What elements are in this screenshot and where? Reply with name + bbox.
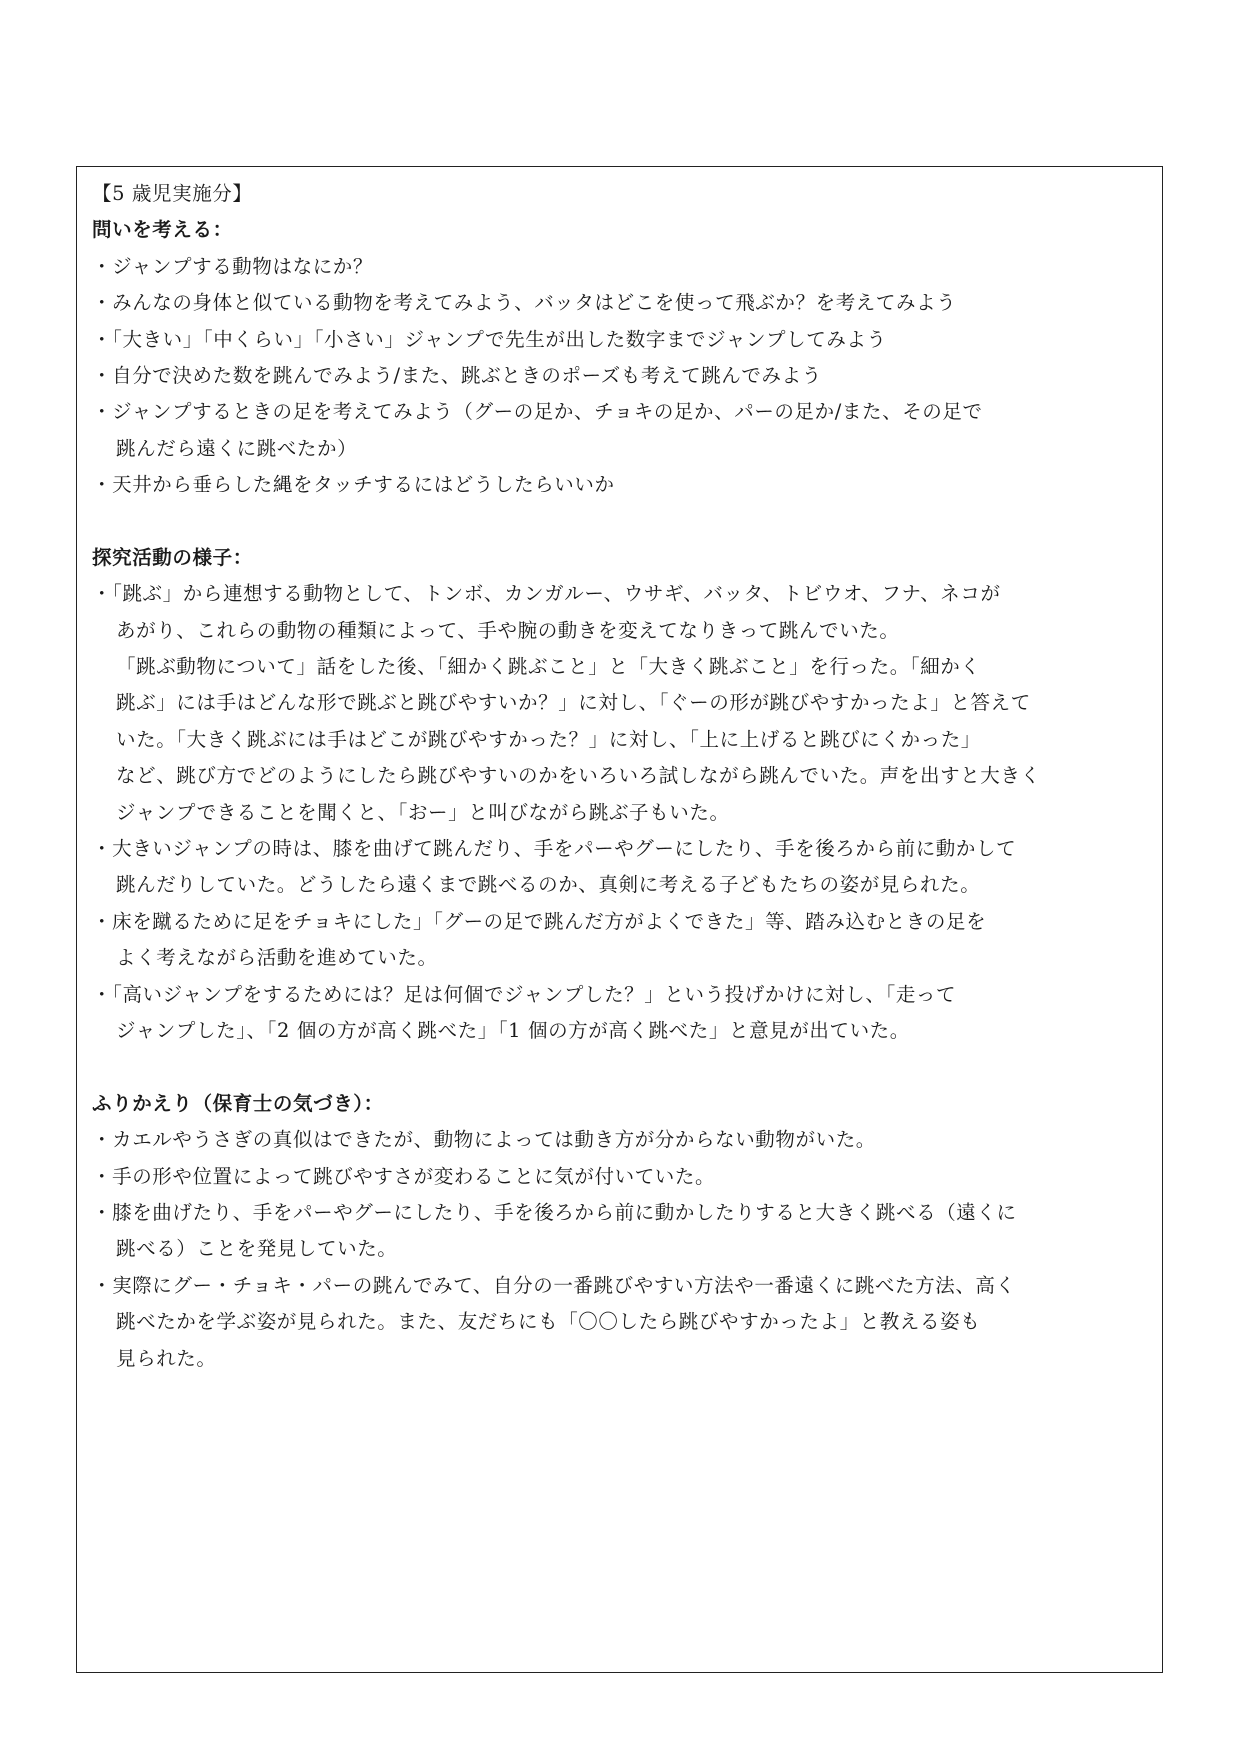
reflection-line: ・膝を曲げたり、手をパーやグーにしたり、手を後ろから前に動かしたりすると大きく跳べる（遠くに bbox=[92, 1200, 1017, 1224]
section-title-reflection: ふりかえり（保育士の気づき）： bbox=[92, 1091, 384, 1115]
section-title-questions: 問いを考える： bbox=[92, 218, 233, 242]
activity-line: ・「高いジャンプをするためには？足は何個でジャンプした？」という投げかけに対し、「走って bbox=[92, 982, 957, 1006]
activity-line: よく考えながら活動を進めていた。 bbox=[116, 946, 438, 970]
activity-line: ・大きいジャンプの時は、膝を曲げて跳んだり、手をパーやグーにしたり、手を後ろから前に動かして bbox=[92, 837, 1017, 861]
question-line: ・ジャンプする動物はなにか？ bbox=[92, 254, 374, 278]
reflection-line: ・実際にグー・チョキ・パーの跳んでみて、自分の一番跳びやすい方法や一番遠くに跳べた方法、高く bbox=[92, 1273, 1016, 1297]
reflection-line: ・手の形や位置によって跳びやすさが変わることに気が付いていた。 bbox=[92, 1164, 716, 1188]
activity-line: 跳んだりしていた。どうしたら遠くまで跳べるのか、真剣に考える子どもたちの姿が見られた。 bbox=[116, 873, 981, 897]
question-line: ・みんなの身体と似ている動物を考えてみよう、バッタはどこを使って飛ぶか？を考えてみよう bbox=[92, 291, 957, 315]
activity-line: あがり、これらの動物の種類によって、手や腕の動きを変えてなりきって跳んでいた。 bbox=[116, 618, 900, 642]
question-line: 跳んだら遠くに跳べたか） bbox=[116, 436, 358, 460]
document-header: 【5 歳児実施分】 bbox=[92, 182, 253, 205]
document-body bbox=[92, 176, 1152, 1377]
reflection-line: 跳べたかを学ぶ姿が見られた。また、友だちにも「〇〇したら跳びやすかったよ」と教える姿も bbox=[116, 1310, 981, 1334]
activity-line: ジャンプした」、「2 個の方が高く跳べた」「1 個の方が高く跳べた」と意見が出ていた。 bbox=[116, 1018, 910, 1042]
question-line: ・自分で決めた数を跳んでみよう/また、跳ぶときのポーズも考えて跳んでみよう bbox=[92, 363, 822, 387]
activity-line: ・床を蹴るために足をチョキにした」「グーの足で跳んだ方がよくできた」等、踏み込むときの足を bbox=[92, 909, 987, 933]
reflection-line: 跳べる）ことを発見していた。 bbox=[116, 1237, 398, 1261]
reflection-line: 見られた。 bbox=[116, 1346, 217, 1370]
question-line: ・ジャンプするときの足を考えてみよう（グーの足か、チョキの足か、パーの足か/また、その足で bbox=[92, 400, 983, 424]
question-line: ・「大きい」「中くらい」「小さい」ジャンプで先生が出した数字までジャンプしてみよう bbox=[92, 327, 887, 351]
section-spacer bbox=[92, 1049, 1152, 1085]
activity-line: いた。「大きく跳ぶには手はどこが跳びやすかった？」に対し、「上に上げると跳びにくかった」 bbox=[116, 727, 981, 751]
question-line: ・天井から垂らした縄をタッチするにはどうしたらいいか bbox=[92, 473, 615, 497]
activity-line: 「跳ぶ動物について」話をした後、「細かく跳ぶこと」と「大きく跳ぶこと」を行った。「細かく bbox=[116, 655, 981, 679]
activity-line: ジャンプできることを聞くと、「おー」と叫びながら跳ぶ子もいた。 bbox=[116, 800, 730, 824]
section-title-activity: 探究活動の様子： bbox=[92, 545, 253, 569]
reflection-line: ・カエルやうさぎの真似はできたが、動物によっては動き方が分からない動物がいた。 bbox=[92, 1128, 876, 1152]
section-spacer bbox=[92, 504, 1152, 540]
activity-line: 跳ぶ」には手はどんな形で跳ぶと跳びやすいか？」に対し、「ぐーの形が跳びやすかったよ」と答えて bbox=[116, 691, 1031, 715]
activity-line: ・「跳ぶ」から連想する動物として、トンボ、カンガルー、ウサギ、バッタ、トビウオ、フナ、ネコが bbox=[92, 582, 1001, 606]
activity-line: など、跳び方でどのようにしたら跳びやすいのかをいろいろ試しながら跳んでいた。声を出すと大きく bbox=[116, 764, 1041, 788]
